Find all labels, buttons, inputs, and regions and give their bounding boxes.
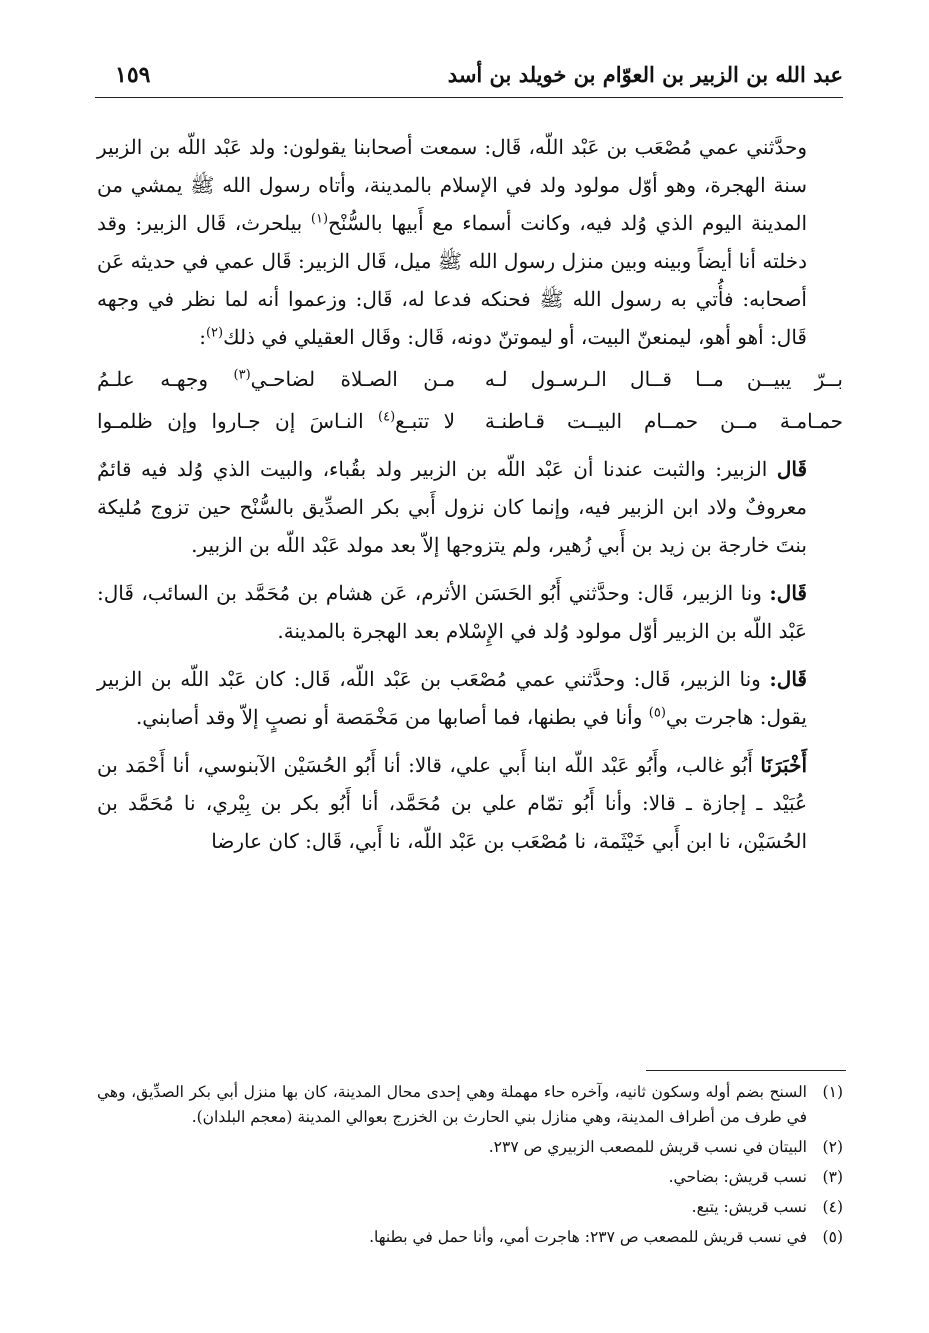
verse-1-first-hemistich: بــرّ يبيــن مــا قــال الـرسـول لـه bbox=[484, 367, 843, 391]
footnote-ref-5: (٥) bbox=[648, 705, 666, 721]
paragraph-1 bbox=[97, 128, 843, 356]
footnote-text: السنح بضم أوله وسكون ثانيه، وآخره حاء مهملة وهي إحدى محال المدينة، كان بها منزل أبي بكر الصدِّيق، وهي في طرف من أطراف المدينة، وهي منازل بني الحارث بن الخزرج بعوالي المدينة (معجم البلدان). bbox=[97, 1083, 807, 1126]
footnote-5 bbox=[97, 1225, 843, 1250]
paragraph-1-text: وحدَّثني عمي مُصْعَب بن عَبْد اللّه، قَال: سمعت أصحابنا يقولون: ولد عَبْد اللّه بن الزبير سنة الهجرة، وهو أوّل مولود ولد في الإسلام بالمدينة، وأتاه رسول الله ﷺ يمشي من المدينة اليوم الذي وُلد فيه، وكانت أسماء مع أَبيها بالسُّنْح bbox=[97, 135, 807, 235]
footnote-number: (٢) bbox=[822, 1138, 843, 1156]
running-title: عبد الله بن الزبير بن العوّام بن خويلد بن أسد bbox=[447, 62, 843, 87]
paragraph-4-tail: وأنا في بطنها، فما أصابها من مَخْمَصة أو نصبٍ إلاّ وقد أصابني. bbox=[135, 705, 649, 729]
footnotes bbox=[97, 1080, 843, 1255]
footnote-ref-2: (٢) bbox=[205, 325, 224, 341]
verse-line-1 bbox=[97, 360, 843, 398]
verse-2-second-a: لا تتبـع bbox=[395, 409, 456, 433]
verse-1-second-a: مـن الصـلاة لضاحـي bbox=[250, 367, 456, 391]
verse-2-first-hemistich: حمـامـة مــن حمــام البيــت قـاطنـة bbox=[484, 409, 843, 433]
main-text bbox=[97, 128, 843, 860]
paragraph-5-text: أَبُو غالب، وأَبُو عَبْد اللّه ابنا أَبي علي، قالا: أنا أَبُو الحُسَيْن الآبنوسي، أنا أَحْمَد بن عُبَيْد ـ إجازة ـ قالا: وأنا أَبُو تمّام علي بن مُحَمَّد، أنا أَبُو بكر بن بِيْري، نا مُحَمَّد بن الحُسَيْن، نا ابن أَبي خَيْثَمة، نا مُصْعَب بن عَبْد اللّه، نا أَبي، قَال: كان عارضا bbox=[97, 753, 807, 853]
paragraph-3 bbox=[97, 574, 843, 650]
footnote-number: (٥) bbox=[822, 1228, 843, 1246]
page-number: ١٥٩ bbox=[115, 62, 151, 88]
footnote-text: في نسب قريش للمصعب ص ٢٣٧: هاجرت أمي، وأنا حمل في بطنها. bbox=[369, 1228, 807, 1246]
footnote-text: نسب قريش: بضاحي. bbox=[668, 1168, 807, 1186]
paragraph-3-text: ونا الزبير، قَال: وحدَّثني أَبُو الحَسَن الأثرم، عَن هشام بن مُحَمَّد بن السائب، قَال: عَبْد اللّه بن الزبير أوّل مولود وُلد في الإِسْلام بعد الهجرة بالمدينة. bbox=[97, 581, 807, 643]
verse-2-second-hemistich bbox=[97, 402, 455, 440]
footnote-3 bbox=[97, 1165, 843, 1190]
paragraph-4-lead: قَال: bbox=[769, 667, 807, 691]
paragraph-1-tail: بيلحرث، قَال الزبير: وقد دخلته أنا أيضاً وبينه وبين منزل رسول الله ﷺ ميل، قَال الزبير: قَال عمي في حديثه عَن أصحابه: فأُتي به رسول الله ﷺ فحنكه فدعا له، قَال: وزعموا أنه لما نظر في وجهه قَال: أهو أهو، ليمنعنّ البيت، أو ليموتنّ دونه، قَال: وقَال العقيلي في ذلك bbox=[97, 211, 807, 349]
paragraph-4 bbox=[97, 660, 843, 736]
footnote-number: (٣) bbox=[822, 1168, 843, 1186]
footnote-ref-3: (٣) bbox=[233, 367, 251, 383]
footnote-text: نسب قريش: يتبع. bbox=[691, 1198, 807, 1216]
paragraph-3-lead: قَال: bbox=[769, 581, 807, 605]
footnote-number: (١) bbox=[822, 1083, 843, 1101]
footnote-2 bbox=[97, 1135, 843, 1160]
verse-1-second-hemistich bbox=[97, 360, 455, 398]
verse-1-second-b: وجهـه علـمُ bbox=[97, 367, 234, 391]
verse-line-2 bbox=[97, 402, 843, 440]
footnote-1 bbox=[97, 1080, 843, 1130]
paragraph-4-text: ونا الزبير، قَال: وحدَّثني عمي مُصْعَب بن عَبْد اللّه، قَال: كان عَبْد اللّه بن الزبير يقول: هاجرت بي bbox=[97, 667, 807, 729]
paragraph-1-end: : bbox=[199, 325, 206, 349]
paragraph-5 bbox=[97, 746, 843, 860]
footnote-ref-4: (٤) bbox=[378, 409, 396, 425]
paragraph-2 bbox=[97, 450, 843, 564]
footnote-text: البيتان في نسب قريش للمصعب الزبيري ص ٢٣٧. bbox=[488, 1138, 807, 1156]
page-header bbox=[95, 55, 843, 98]
paragraph-2-text: الزبير: والثبت عندنا أن عَبْد اللّه بن الزبير ولد بقُباء، والبيت الذي وُلد فيه قائمٌ معروفٌ ولاد ابن الزبير فيه، وإنما كان نزول أَبي بكر الصدِّيق بالسُّنْح حين تزوج مُليكة بنتَ خارجة بن زيد بن أَبي زُهير، ولم يتزوجها إلاّ بعد مولد عَبْد اللّه بن الزبير. bbox=[97, 457, 807, 557]
verse-2-second-b: النـاسَ إن جـاروا وإن ظلمـوا bbox=[97, 409, 379, 433]
footnote-divider bbox=[646, 1070, 846, 1071]
footnote-number: (٤) bbox=[822, 1198, 843, 1216]
paragraph-2-lead: قَال bbox=[776, 457, 807, 481]
footnote-ref-1: (١) bbox=[310, 211, 329, 227]
paragraph-5-lead: أَخْبَرَنَا bbox=[760, 753, 807, 777]
footnote-4 bbox=[97, 1195, 843, 1220]
